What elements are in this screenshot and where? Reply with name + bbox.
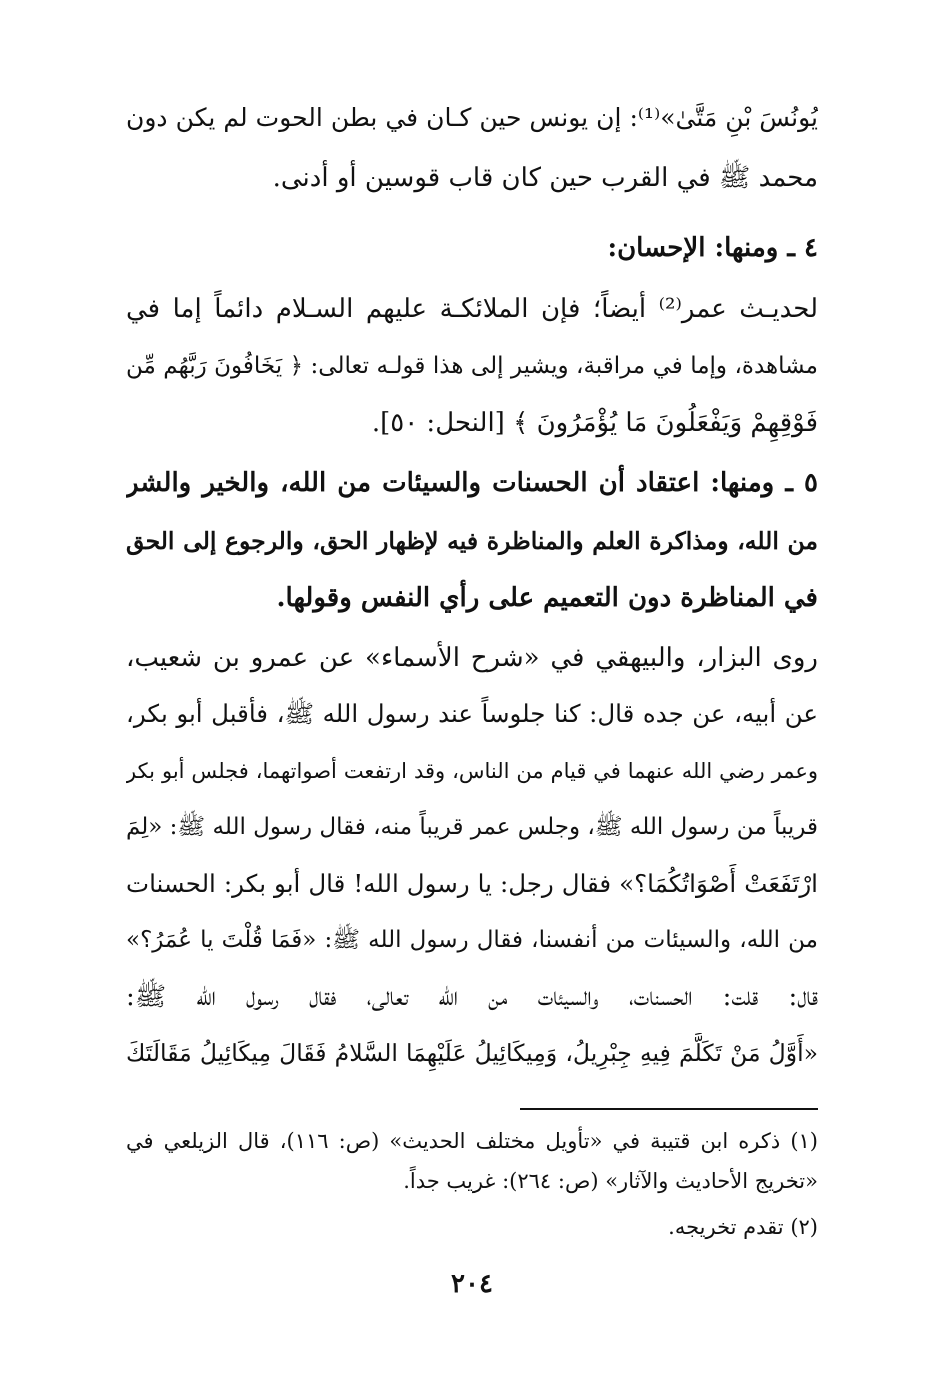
text-line-13: قريباً من رسول الله ﷺ، وجلس عمر قريباً منه، فقال رسول الله ﷺ: «لِمَ	[126, 814, 818, 840]
text-line-12: وعمر رضي الله عنهما في قيام من الناس، وقد ارتفعت أصواتهما، فجلس أبو بكر	[126, 759, 818, 783]
text-line-4: لحديـث عمر⁽²⁾ أيضاً؛ فإن الملائكـة عليهم السـلام دائماً إما في	[126, 294, 818, 324]
quran-verse-line: فَوْقِهِمْ وَيَفْعَلُونَ مَا يُؤْمَرُونَ ﴾ [النحل: ٥٠].	[371, 408, 818, 438]
section-heading-belief: ٥ ـ ومنها: اعتقاد أن الحسنات والسيئات من الله، والخير والشر	[126, 468, 818, 498]
section-heading-ihsan: ٤ ـ ومنها: الإحسان:	[607, 233, 818, 263]
text-line-14: ارْتَفَعَتْ أَصْوَاتُكُمَا؟» فقال رجل: يا رسول الله! قال أبو بكر: الحسنات	[126, 869, 818, 898]
text-line-17: «أَوَّلُ مَنْ تَكَلَّمَ فِيهِ جِبْرِيلُ، وَمِيكَائِيلُ عَلَيْهِمَا السَّلامُ فَقَالَ مِيكَائِيلُ مَقَالَتَكَ	[126, 1039, 818, 1067]
text-line-1: يُونُسَ بْنِ مَتَّىٰ»⁽¹⁾: إن يونس حين كـان في بطن الحوت لم يكن دون	[126, 103, 818, 132]
footnote-1-line-1: (١) ذكره ابن قتيبة في «تأويل مختلف الحديث» (ص: ١١٦)، قال الزيلعي في	[126, 1129, 818, 1153]
text-line-11: عن أبيه، عن جده قال: كنا جلوساً عند رسول الله ﷺ، فأقبل أبو بكر،	[126, 699, 818, 728]
text-line-2: محمد ﷺ في القرب حين كان قاب قوسين أو أدنى.	[272, 163, 818, 193]
text-line-10: روى البزار، والبيهقي في «شرح الأسماء» عن عمرو بن شعيب،	[126, 643, 818, 673]
bold-text-line-8: من الله، ومذاكرة العلم والمناظرة فيه لإظهار الحق، والرجوع إلى الحق	[126, 527, 818, 555]
footnote-2: (٢) تقدم تخريجه.	[668, 1215, 818, 1239]
page-number: ٢٠٤	[451, 1269, 493, 1299]
footnote-1-line-2: «تخريج الأحاديث والآثار» (ص: ٢٦٤): غريب جداً.	[403, 1169, 818, 1193]
text-line-15: من الله، والسيئات من أنفسنا، فقال رسول الله ﷺ: «فَمَا قُلْتَ يا عُمَرُ؟»	[126, 927, 818, 953]
text-line-16: قال: قلت: الحسنات، والسيئات من الله تعالى، فقال رسول الله ﷺ:	[126, 982, 818, 1012]
bold-text-line-9: في المناظرة دون التعميم على رأي النفس وقولها.	[276, 583, 818, 613]
footnote-divider	[520, 1108, 818, 1110]
text-line-5: مشاهدة، وإما في مراقبة، ويشير إلى هذا قولـه تعالى: ﴿ يَخَافُونَ رَبَّهُم مِّن	[126, 353, 818, 379]
